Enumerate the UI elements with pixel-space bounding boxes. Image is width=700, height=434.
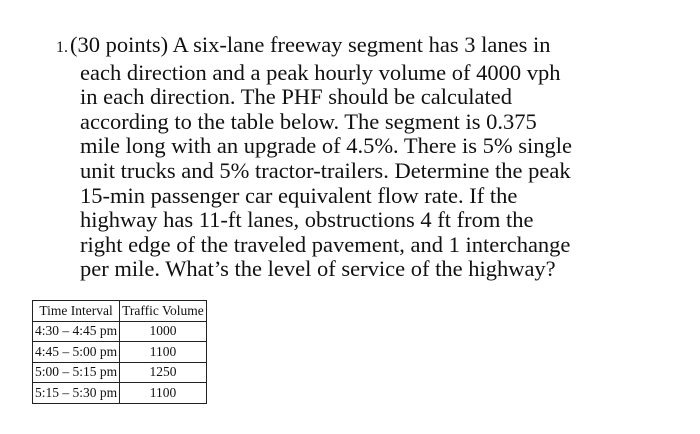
question-number: 1. bbox=[56, 39, 68, 56]
question-line: mile long with an upgrade of 4.5%. There is 5% single bbox=[80, 133, 572, 159]
header-traffic-volume: Traffic Volume bbox=[120, 301, 207, 322]
question-text bbox=[56, 33, 572, 282]
table-header-row bbox=[33, 301, 207, 322]
question-line: per mile. What’s the level of service of the highway? bbox=[80, 256, 556, 282]
header-time-interval: Time Interval bbox=[33, 301, 120, 322]
time-interval-cell: 5:00 – 5:15 pm bbox=[33, 362, 120, 383]
time-interval-cell: 4:30 – 4:45 pm bbox=[33, 321, 120, 342]
table-row bbox=[33, 321, 207, 342]
table-row bbox=[33, 383, 207, 404]
traffic-volume-cell: 1100 bbox=[120, 383, 207, 404]
time-interval-cell: 4:45 – 5:00 pm bbox=[33, 342, 120, 363]
table-row bbox=[33, 362, 207, 383]
traffic-volume-cell: 1100 bbox=[120, 342, 207, 363]
question-line bbox=[56, 33, 572, 61]
traffic-volume-cell: 1250 bbox=[120, 362, 207, 383]
question-line: according to the table below. The segment is 0.375 bbox=[80, 108, 537, 134]
question-line-text: (30 points) A six-lane freeway segment has 3 lanes in bbox=[70, 32, 551, 57]
question-line: in each direction. The PHF should be calculated bbox=[80, 84, 512, 110]
question-line: each direction and a peak hourly volume of 4000 vph bbox=[80, 59, 561, 85]
question-line: 15-min passenger car equivalent flow rate. If the bbox=[80, 182, 518, 208]
question-line: right edge of the traveled pavement, and 1 interchange bbox=[80, 231, 571, 257]
time-interval-cell: 5:15 – 5:30 pm bbox=[33, 383, 120, 404]
traffic-volume-table bbox=[32, 300, 207, 404]
question-line: highway has 11-ft lanes, obstructions 4 ft from the bbox=[80, 207, 534, 233]
traffic-volume-cell: 1000 bbox=[120, 321, 207, 342]
table-row bbox=[33, 342, 207, 363]
question-line: unit trucks and 5% tractor-trailers. Determine the peak bbox=[80, 157, 571, 183]
